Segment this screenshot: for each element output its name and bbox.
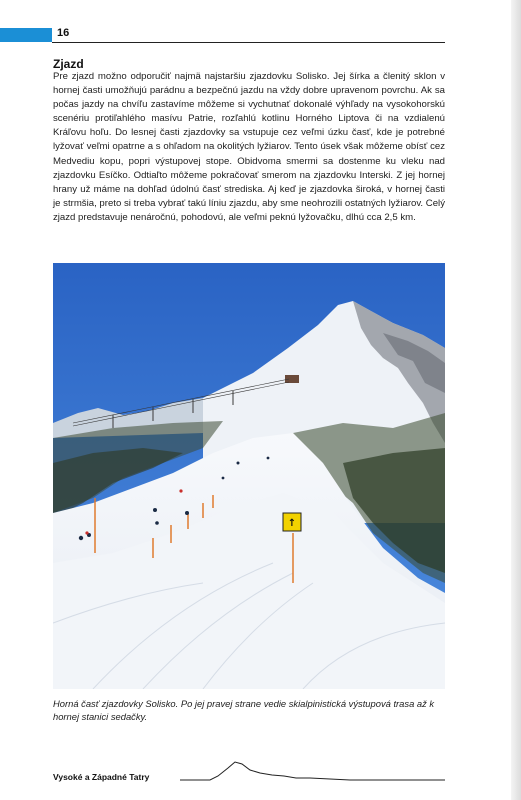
page-edge [511,0,521,800]
footer-title: Vysoké a Západné Tatry [53,772,150,782]
header-accent-bar [0,28,52,42]
photo-caption: Horná časť zjazdovky Solisko. Po jej pravej strane vedie skialpinistická výstupová trasa až k hornej stanici sedačky. [53,698,435,722]
svg-text:↑: ↑ [287,518,297,529]
ski-slope-photo [53,263,445,689]
footer-mountain-line [180,756,445,782]
lift-station [285,375,299,383]
page-number: 16 [57,27,70,39]
header-rule [52,42,445,43]
section-title: Zjazd [53,57,84,71]
body-paragraph: Pre zjazd možno odporučiť najmä najstaršiu zjazdovku Solisko. Jej šírka a členitý sklon v hornej časti umožňujú parádnu a bezpečnú jazdu na vždy dobre upravenom povrchu. Ak sa počas jazdy na chvíľu zastavíme môžeme si vychutnať dokonalé výhľady na vysokohorskú scenériu protiľahlého masívu Patrie, rozľahlú kotlinu Horného Liptova či na vzdialenú Kráľovu hoľu. Do lesnej časti zjazdovky sa vstupuje cez veľmi úzku časť, kde je potrebné lyžovať veľmi opatrne a s ohľadom na okolitých lyžiarov. Tento úsek však môžeme obísť cez Medvediu kopu, popri výstupovej stope. Obidvoma smermi sa dostenme ku vleku nad zjazdovku Esíčko. Odtiaľto môžeme pokračovať smerom na zjazdovku Interski. Z jej hornej hrany už máme na dohľad údolnú časť strediska. Aj keď je zjazdovka široká, v hornej časti je strmšia, preto si treba vybrať takú líniu zjazdu, aby sme neohrozili ostatných lyžiarov. Celý zjazd predstavuje nenáročnú, pohodovú, ale veľmi peknú lyžovačku, dlhú cca 2,5 km. [53,71,445,223]
